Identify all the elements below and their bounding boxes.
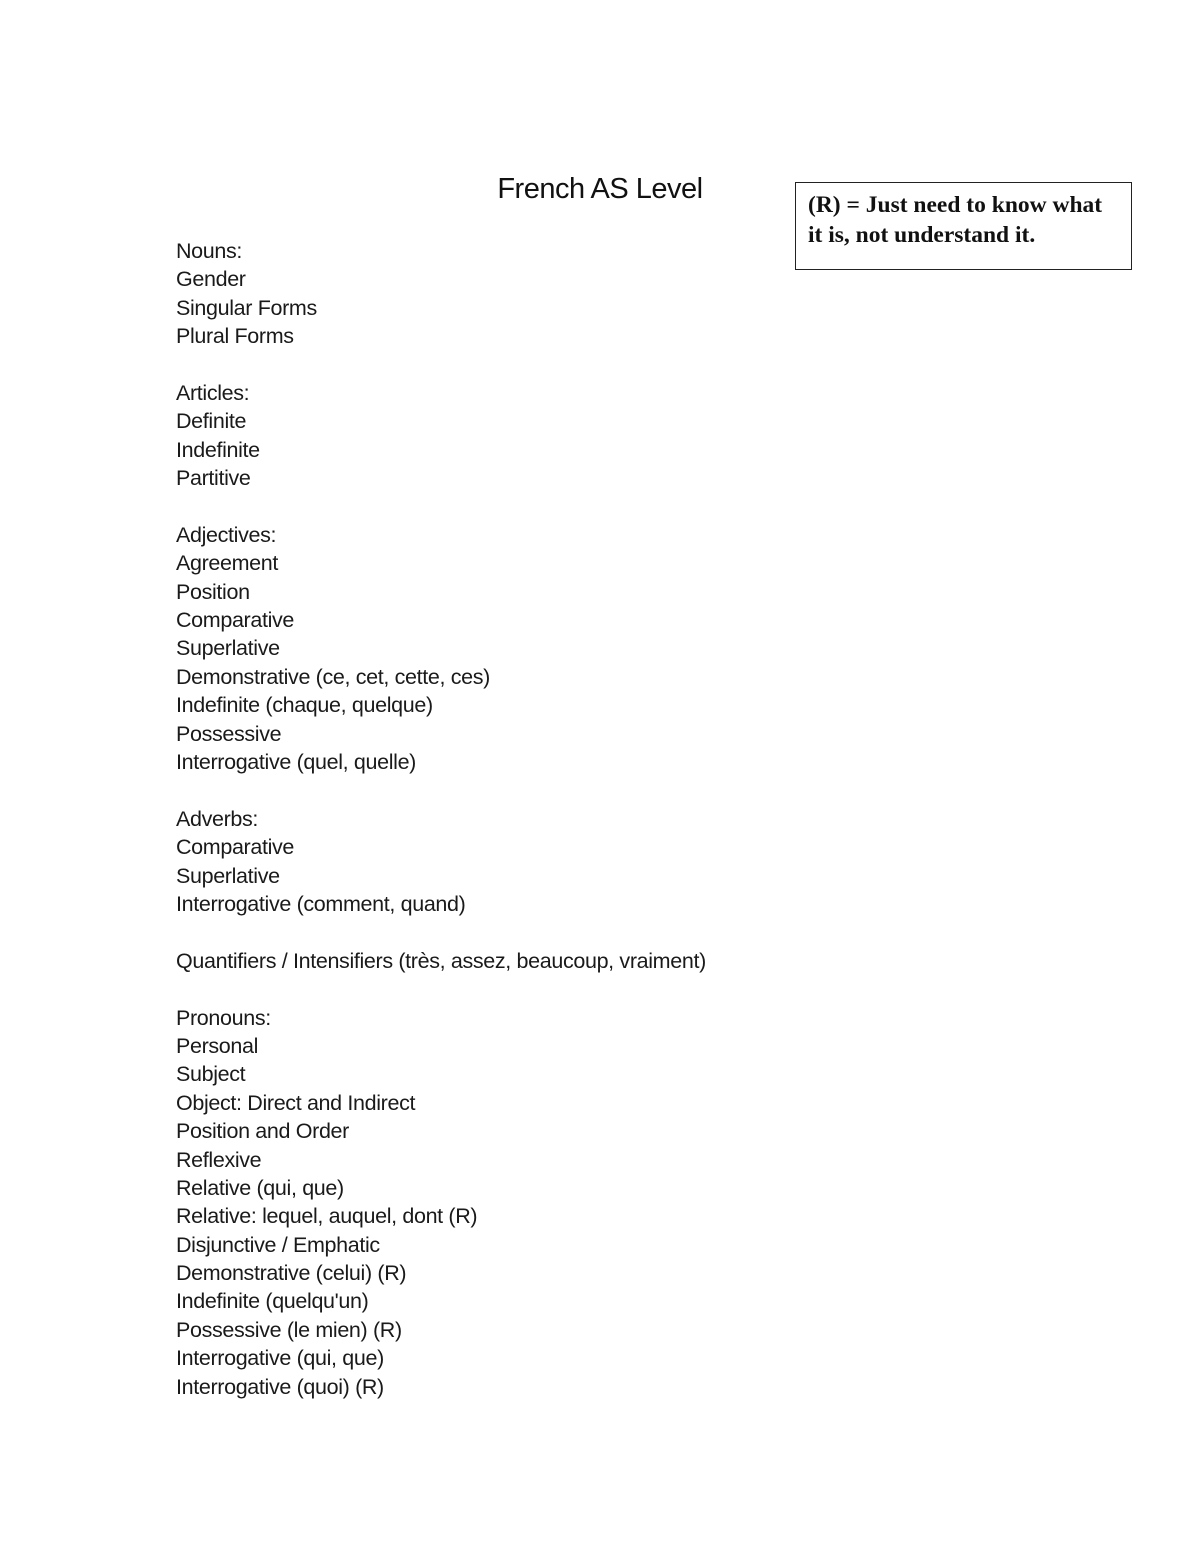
list-item: Possessive: [176, 721, 282, 746]
section-heading: Quantifiers / Intensifiers (très, assez, beaucoup, vraiment): [176, 948, 706, 973]
section-quantifiers: [176, 947, 936, 975]
list-item: Indefinite: [176, 437, 260, 462]
list-item: Superlative: [176, 863, 280, 888]
section-adjectives: [176, 521, 936, 777]
list-item: Indefinite (chaque, quelque): [176, 693, 433, 718]
list-item: Partitive: [176, 466, 251, 491]
list-item: Singular Forms: [176, 295, 317, 320]
list-item: Interrogative (qui, que): [176, 1346, 384, 1371]
list-item: Subject: [176, 1062, 246, 1087]
list-item: Interrogative (comment, quand): [176, 891, 466, 916]
list-item: Comparative: [176, 835, 295, 860]
list-item: Object: Direct and Indirect: [176, 1090, 416, 1115]
page-title: French AS Level: [497, 173, 703, 205]
list-item: Position: [176, 579, 250, 604]
section-heading: Adverbs:: [176, 806, 259, 831]
list-item: Definite: [176, 409, 247, 434]
section-adverbs: [176, 805, 936, 919]
list-item: Reflexive: [176, 1147, 262, 1172]
section-pronouns: [176, 1004, 936, 1401]
list-item: Possessive (le mien) (R): [176, 1317, 402, 1342]
list-item: Plural Forms: [176, 324, 294, 349]
grammar-outline: [176, 237, 936, 1429]
list-item: Demonstrative (celui) (R): [176, 1261, 407, 1286]
list-item: Relative: lequel, auquel, dont (R): [176, 1204, 478, 1229]
section-nouns: [176, 237, 936, 351]
list-item: Comparative: [176, 608, 295, 633]
list-item: Position and Order: [176, 1119, 349, 1144]
section-articles: [176, 379, 936, 493]
list-item: Indefinite (quelqu'un): [176, 1289, 369, 1314]
list-item: Agreement: [176, 551, 279, 576]
legend-note-box: (R) = Just need to know what it is, not understand it.: [795, 182, 1132, 270]
list-item: Interrogative (quoi) (R): [176, 1374, 384, 1399]
list-item: Superlative: [176, 636, 280, 661]
section-heading: Pronouns:: [176, 1005, 271, 1030]
list-item: Relative (qui, que): [176, 1175, 344, 1200]
list-item: Gender: [176, 267, 246, 292]
section-heading: Adjectives:: [176, 522, 277, 547]
list-item: Interrogative (quel, quelle): [176, 750, 416, 775]
list-item: Disjunctive / Emphatic: [176, 1232, 380, 1257]
section-heading: Articles:: [176, 380, 250, 405]
list-item: Personal: [176, 1033, 259, 1058]
list-item: Demonstrative (ce, cet, cette, ces): [176, 664, 490, 689]
section-heading: Nouns:: [176, 239, 243, 263]
